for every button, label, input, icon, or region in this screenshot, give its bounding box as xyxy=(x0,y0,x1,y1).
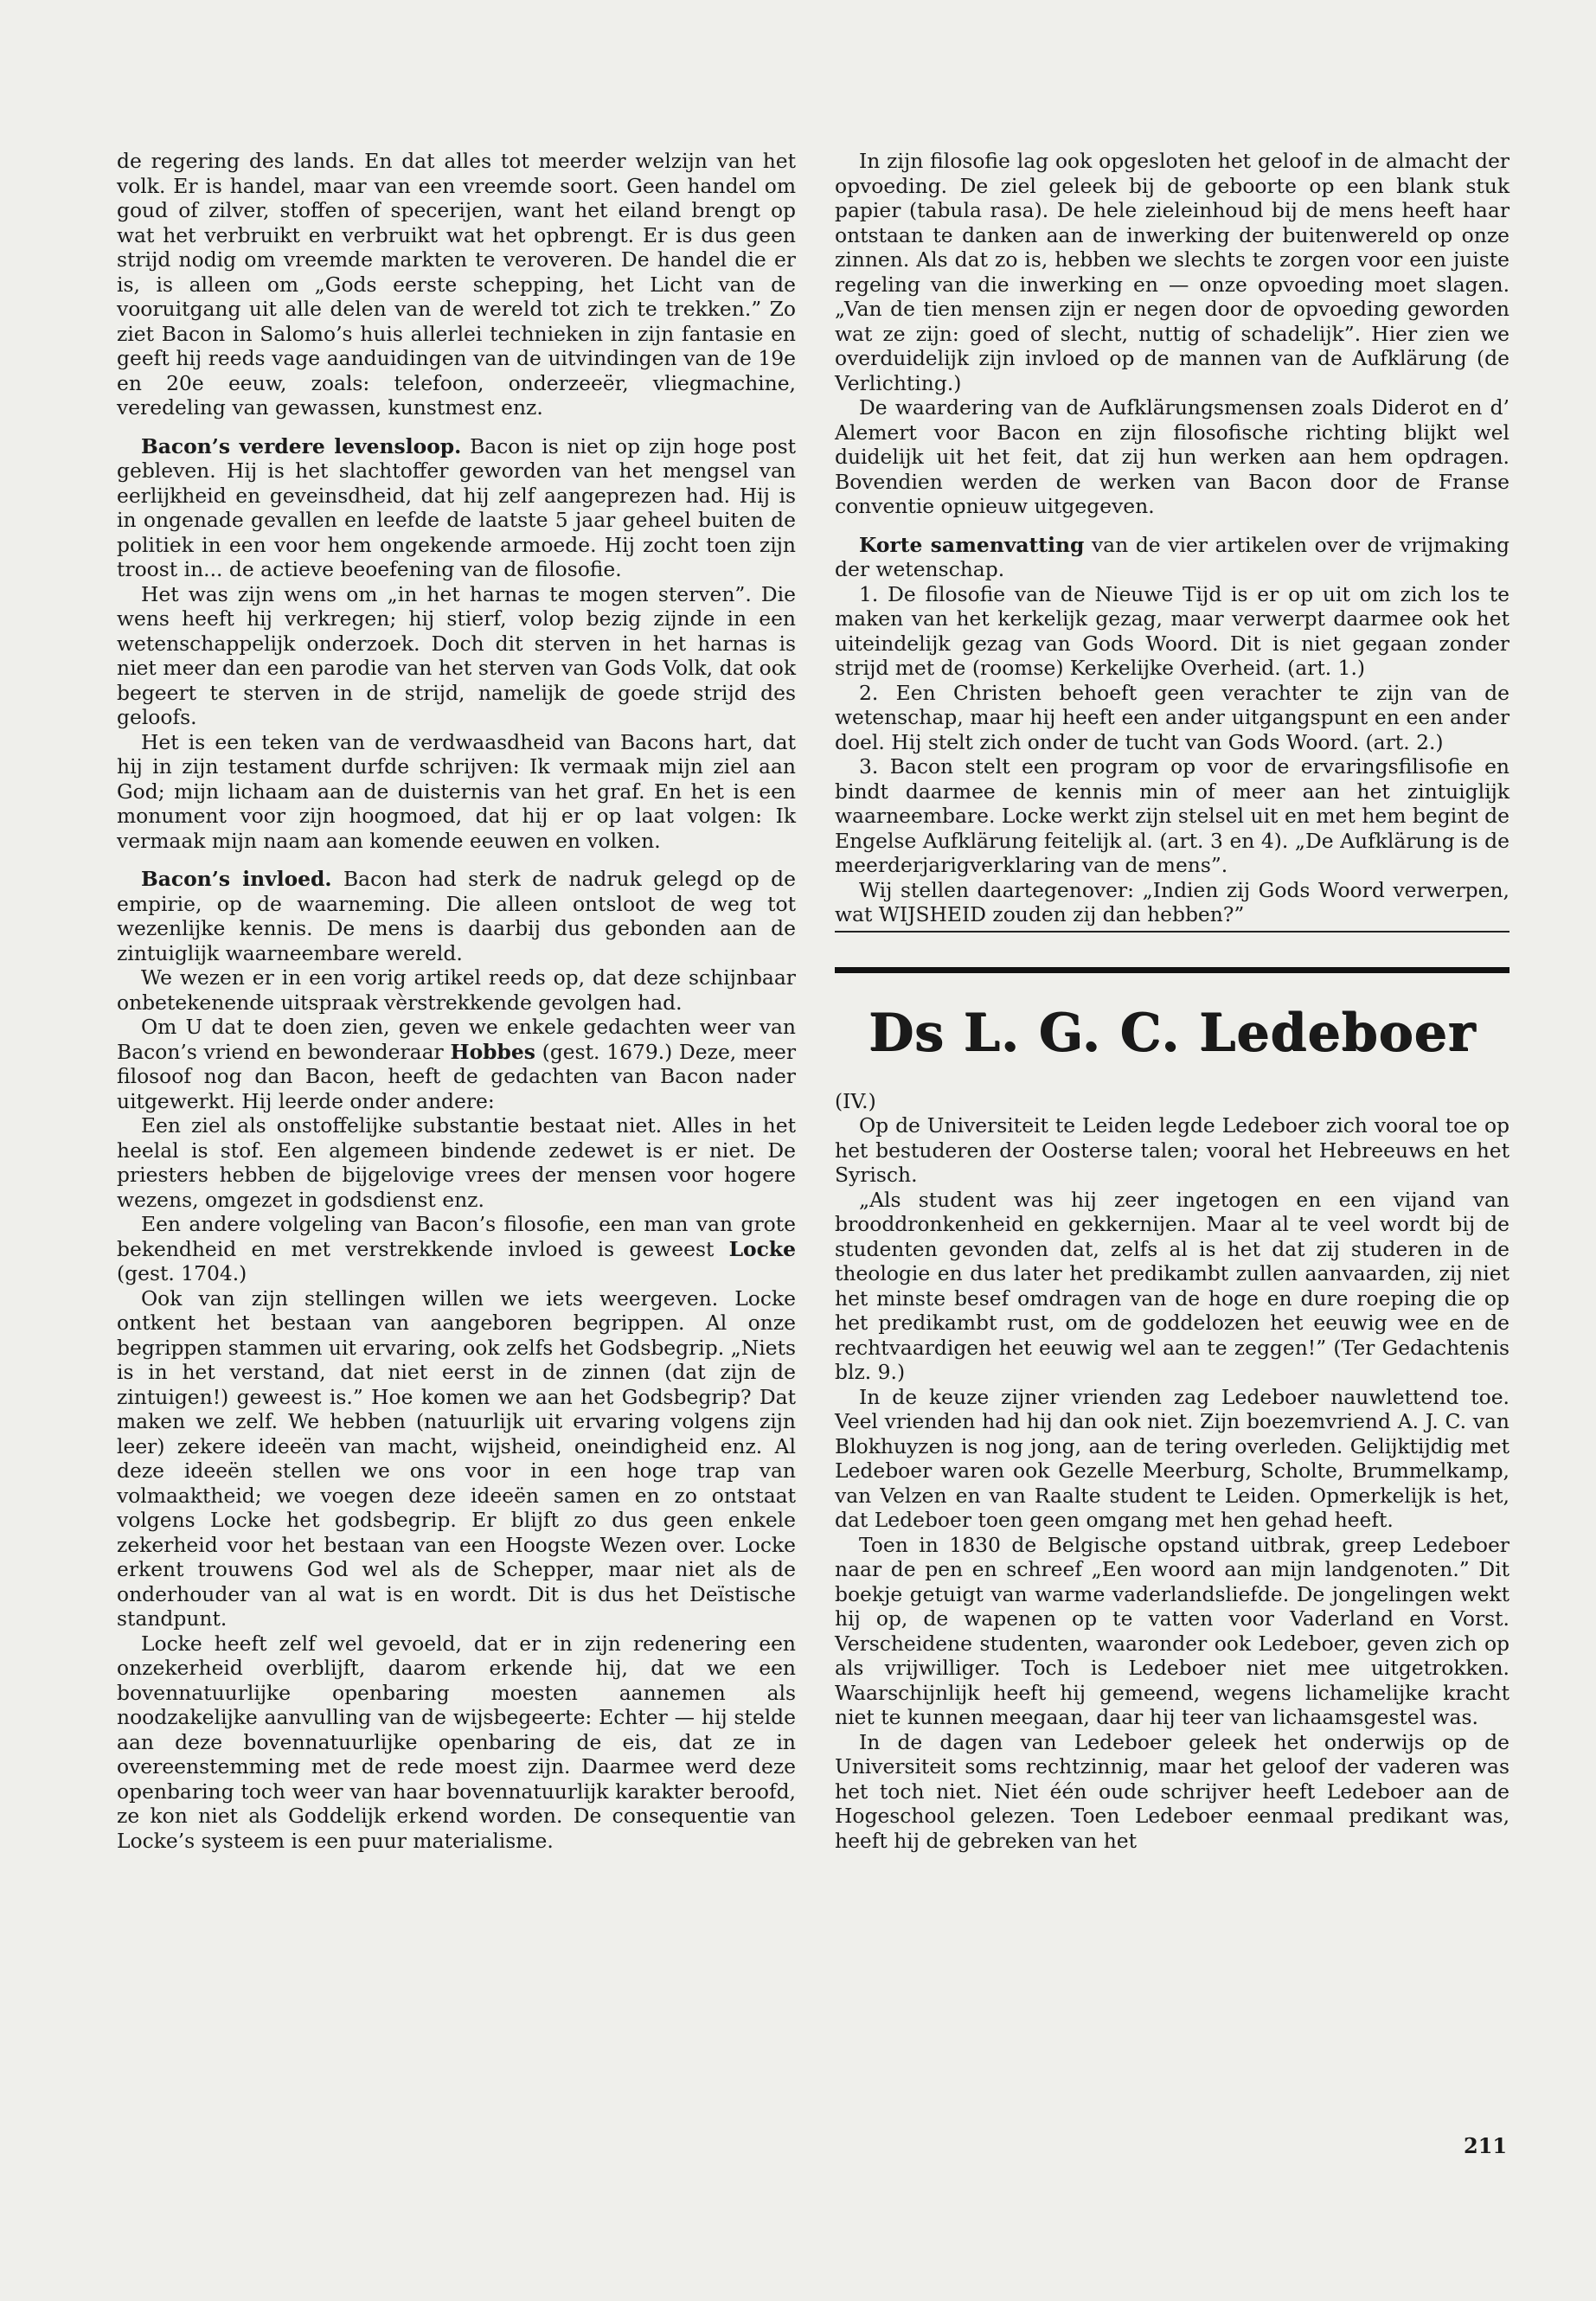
paragraph: Ook van zijn stellingen willen we iets weergeven. Locke ontkent het bestaan van aangeboren begrippen. Al onze begrippen stammen uit ervaring, ook zelfs het Godsbegrip. „Niets is in het verstand, dat niet eerst in de zinnen (dat zijn de zintuigen!) geweest is.” Hoe komen we aan het Godsbegrip? Dat maken we zelf. We hebben (natuurlijk uit ervaring volgens zijn leer) zekere ideeën van macht, wijsheid, oneindigheid enz. Al deze ideeën stellen we ons voor in een hoge trap van volmaaktheid; we voegen deze ideeën samen en zo ontstaat volgens Locke het godsbegrip. Er blijft zo dus geen enkele zekerheid voor het bestaan van een Hoogste Wezen over. Locke erkent trouwens God wel als de Schepper, maar niet als de onderhouder van al wat is en wordt. Dit is dus het Deïstische standpunt. xyxy=(117,1285,796,1631)
run-in-heading: Korte samenvatting xyxy=(859,532,1085,557)
paragraph xyxy=(117,1212,796,1286)
paragraph-text: (gest. 1679.) Deze, meer filosoof nog dan Bacon, heeft de gedachten van Bacon nader uitgewerkt. Hij leerde onder andere: xyxy=(117,1039,797,1113)
closing-quote: Wij stellen daartegenover: „Indien zij Gods Woord verwerpen, wat WIJSHEID zouden zij dan hebben?” xyxy=(835,877,1509,926)
paragraph xyxy=(117,1015,796,1113)
paragraph-text: (gest. 1704.) xyxy=(117,1261,247,1285)
paragraph: In de dagen van Ledeboer geleek het onderwijs op de Universiteit soms rechtzinnig, maar het geloof der vaderen was het toch niet. Niet één oude schrijver heeft Ledeboer aan de Hogeschool gelezen. Toen Ledeboer eenmaal predikant was, heeft hij de gebreken van het xyxy=(835,1729,1509,1853)
paragraph: Een ziel als onstoffelijke substantie bestaat niet. Alles in het heelal is stof. Een algemeen bindende zedewet is er niet. De priesters hebben de bijgelovige vrees der mensen voor hogere wezens, omgezet in godsdienst enz. xyxy=(117,1113,796,1212)
left-column xyxy=(117,149,796,1853)
paragraph: Toen in 1830 de Belgische opstand uitbrak, greep Ledeboer naar de pen en schreef „Een woord aan mijn landgenoten.” Dit boekje getuigt van warme vaderlandsliefde. De jongelingen wekt hij op, de wapenen op te vatten voor Vaderland en Vorst. Verscheidene studenten, waaronder ook Ledeboer, geven zich op als vrijwilliger. Toch is Ledeboer niet mee uitgetrokken. Waarschijnlijk heeft hij gemeend, wegens lichamelijke kracht niet te kunnen meegaan, daar hij teer van lichaamsgestel was. xyxy=(835,1532,1509,1729)
person-name: Locke xyxy=(728,1236,796,1261)
paragraph: Het is een teken van de verdwaasdheid van Bacons hart, dat hij in zijn testament durfde schrijven: Ik vermaak mijn ziel aan God; mijn lichaam aan de duisternis van het graf. En het is een monument voor zijn hoogmoed, dat hij er op laat volgen: Ik vermaak mijn naam aan komende eeuwen en volken. xyxy=(117,729,796,853)
paragraph-text: Om U dat te doen zien, geven we enkele gedachten weer van Bacon’s vriend en bewonderaar xyxy=(117,1015,796,1064)
paragraph-text: Bacon is niet op zijn hoge post gebleven. Hij is het slachtoffer geworden van het mengsel van eerlijkheid en geveinsdheid, dat hij zelf aangeprezen had. Hij is in ongenade gevallen en leefde de laatste 5 jaar geheel buiten de politiek in een voor hem ongekende armoede. Hij zocht toen zijn troost in... de actieve beoefening van de filosofie. xyxy=(117,433,796,581)
paragraph: Het was zijn wens om „in het harnas te mogen sterven”. Die wens heeft hij verkregen; hij stierf, volop bezig zijnde in een wetenschappelijk onderzoek. Doch dit sterven in het harnas is niet meer dan een parodie van het sterven van Gods Volk, dat ook begeert te sterven in de strijd, namelijk de goede strijd des geloofs. xyxy=(117,581,796,729)
paragraph xyxy=(117,434,796,582)
paragraph: de regering des lands. En dat alles tot meerder welzijn van het volk. Er is handel, maar van een vreemde soort. Geen handel om goud of zilver, stoffen of specerijen, want het eiland brengt op wat het verbruikt en verbruikt wat het opbrengt. Er is dus geen strijd nodig om vreemde markten te veroveren. De handel die er is, is alleen om „Gods eerste schepping, het Licht van de vooruitgang uit alle delen van de wereld tot zich te trekken.” Zo ziet Bacon in Salomo’s huis allerlei technieken in zijn fantasie en geeft hij reeds vage aanduidingen van de uitvindingen van de 19e en 20e eeuw, zoals: telefoon, onderzeeër, vliegmachine, veredeling van gewassen, kunstmest enz. xyxy=(117,149,796,420)
summary-item: 3. Bacon stelt een program op voor de ervaringsfilisofie en bindt daarmee de kennis min of meer aan het zintuiglijk waarneembare. Locke werkt zijn stelsel uit en met hem begint de Engelse Aufklärung feitelijk al. (art. 3 en 4). „De Aufklärung is de meerderjarigverklaring van de mens”. xyxy=(835,754,1509,877)
summary-item: 2. Een Christen behoeft geen verachter te zijn van de wetenschap, maar hij heeft een ander uitgangspunt en een ander doel. Hij stelt zich onder de tucht van Gods Woord. (art. 2.) xyxy=(835,680,1509,754)
paragraph-text: Een andere volgeling van Bacon’s filosofie, een man van grote bekendheid en met verstrekkende invloed is geweest xyxy=(117,1212,796,1261)
summary-item: 1. De filosofie van de Nieuwe Tijd is er op uit om zich los te maken van het kerkelijk gezag, maar verwerpt daarmee ook het uiteindelijk gezag van Gods Woord. Dit is niet gegaan zonder strijd met de (roomse) Kerkelijke Overheid. (art. 1.) xyxy=(835,581,1509,680)
paragraph: Locke heeft zelf wel gevoeld, dat er in zijn redenering een onzekerheid overblijft, daarom erkende hij, dat we een bovennatuurlijke openbaring moesten aannemen als noodzakelijke aanvulling van de wijsbegeerte: Echter — hij stelde aan deze bovennatuurlijke openbaring de eis, dat ze in overeenstemming met de rede moest zijn. Daarmee werd deze openbaring toch weer van haar bovennatuurlijk karakter beroofd, ze kon niet als Goddelijk erkend worden. De consequentie van Locke’s systeem is een puur materialisme. xyxy=(117,1631,796,1853)
run-in-heading: Bacon’s verdere levensloop. xyxy=(141,433,462,458)
series-number: (IV.) xyxy=(835,1088,876,1113)
paragraph-text: Bacon had sterk de nadruk gelegd op de empirie, op de waarneming. Die alleen ontsloot de weg tot wezenlijke kennis. De mens is daarbij dus gebonden aan de zintuiglijk waarneembare wereld. xyxy=(117,867,796,965)
paragraph: In de keuze zijner vrienden zag Ledeboer nauwlettend toe. Veel vrienden had hij dan ook niet. Zijn boezemvriend A. J. C. van Blokhuyzen is nog jong, aan de tering overleden. Gelijktijdig met Ledeboer waren ook Gezelle Meerburg, Scholte, Brummelkamp, van Velzen en van Raalte student te Leiden. Opmerkelijk is het, dat Ledeboer toen geen omgang met hen gehad heeft. xyxy=(835,1384,1509,1532)
paragraph: We wezen er in een vorig artikel reeds op, dat deze schijnbaar onbetekenende uitspraak vèrstrekkende gevolgen had. xyxy=(117,965,796,1015)
paragraph xyxy=(835,533,1509,582)
divider xyxy=(835,931,1509,933)
right-column xyxy=(835,149,1509,1853)
paragraph: In zijn filosofie lag ook opgesloten het geloof in de almacht der opvoeding. De ziel geleek bij de geboorte op een blank stuk papier (tabula rasa). De hele zieleinhoud bij de mens heeft haar ontstaan te danken aan de inwerking der buitenwereld op onze zinnen. Als dat zo is, hebben we slechts te zorgen voor een juiste regeling van die inwerking en — onze opvoeding moet slagen. „Van de tien mensen zijn er negen door de opvoeding geworden wat ze zijn: goed of slecht, nuttig of schadelijk”. Hier zien we overduidelijk zijn invloed op de mannen van de Aufklärung (de Verlichting.) xyxy=(835,149,1509,395)
person-name: Hobbes xyxy=(450,1039,535,1064)
section-divider xyxy=(835,967,1509,973)
paragraph-text: van de vier artikelen over de vrijmaking der wetenschap. xyxy=(835,532,1509,581)
paragraph: Op de Universiteit te Leiden legde Ledeboer zich vooral toe op het bestuderen der Oosterse talen; vooral het Hebreeuws en het Syrisch. xyxy=(835,1113,1509,1187)
run-in-heading: Bacon’s invloed. xyxy=(141,867,332,891)
paragraph: „Als student was hij zeer ingetogen en een vijand van brooddronkenheid en gekkernijen. Maar al te veel wordt bij de studenten gevonden dat, zelfs al is het dat zij studeren in de theologie en dus later het predikambt zullen aanvaarden, zij niet het minste besef omdragen van de hoge en dure roeping die op het predikambt rust, om de goddelozen het eeuwig wee en de rechtvaardigen het eeuwig wel aan te zeggen!” (Ter Gedachtenis blz. 9.) xyxy=(835,1187,1509,1384)
paragraph xyxy=(117,867,796,965)
page-number: 211 xyxy=(1464,2133,1508,2158)
paragraph: De waardering van de Aufklärungsmensen zoals Diderot en d’ Alemert voor Bacon en zijn filosofische richting blijkt wel duidelijk uit het feit, dat zij hun werken aan hem opdragen. Bovendien werden de werken van Bacon door de Franse conventie opnieuw uitgegeven. xyxy=(835,395,1509,518)
article-heading: Ds L. G. C. Ledeboer xyxy=(868,1002,1477,1063)
